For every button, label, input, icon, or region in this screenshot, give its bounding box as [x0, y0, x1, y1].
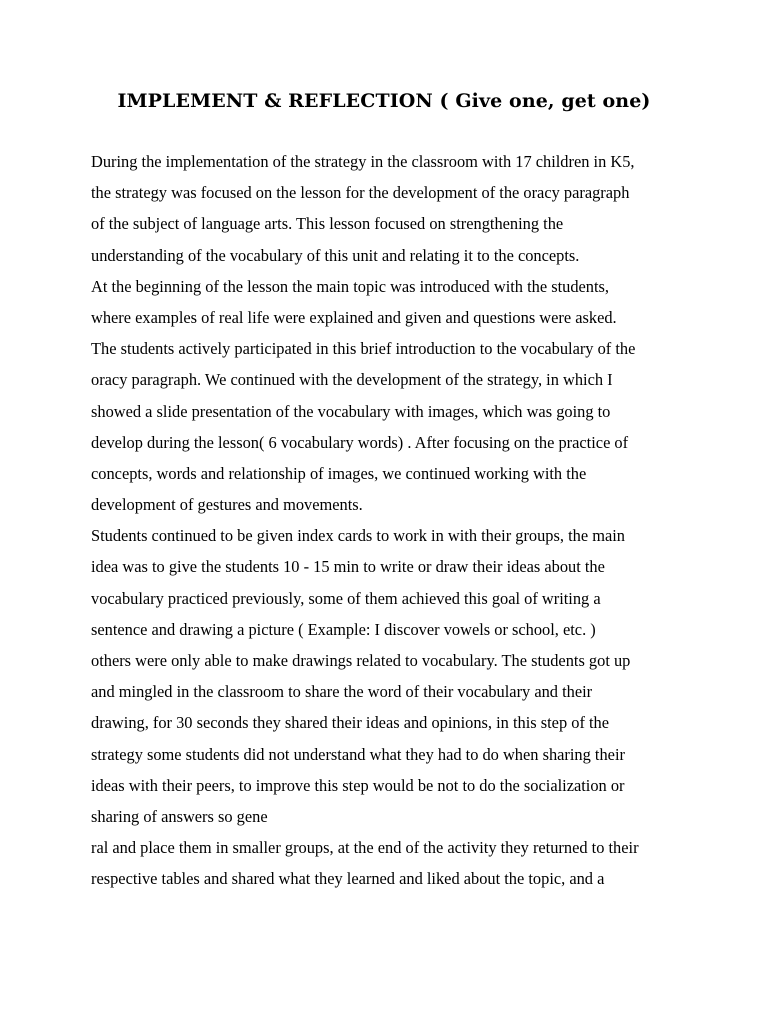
- body-line: sharing of answers so gene: [91, 806, 268, 826]
- body-line: At the beginning of the lesson the main topic was introduced with the students,: [91, 276, 610, 296]
- body-line: the strategy was focused on the lesson for the development of the oracy paragraph: [91, 183, 630, 203]
- body-line: showed a slide presentation of the vocabulary with images, which was going to: [91, 401, 611, 421]
- body-line: understanding of the vocabulary of this unit and relating it to the concepts.: [91, 245, 580, 265]
- document-title: IMPLEMENT & REFLECTION ( Give one, get one): [117, 90, 651, 112]
- body-line: where examples of real life were explained and given and questions were asked.: [91, 307, 617, 327]
- body-line: strategy some students did not understand what they had to do when sharing their: [91, 744, 625, 764]
- body-line: vocabulary practiced previously, some of them achieved this goal of writing a: [91, 588, 601, 608]
- body-line: The students actively participated in this brief introduction to the vocabulary of the: [91, 339, 636, 359]
- body-line: idea was to give the students 10 - 15 min to write or draw their ideas about the: [91, 557, 605, 577]
- body-line: develop during the lesson( 6 vocabulary words) . After focusing on the practice of: [91, 432, 629, 452]
- body-line: oracy paragraph. We continued with the development of the strategy, in which I: [91, 370, 613, 390]
- document-body: [91, 146, 711, 895]
- body-line: drawing, for 30 seconds they shared their ideas and opinions, in this step of the: [91, 713, 610, 733]
- body-line: concepts, words and relationship of images, we continued working with the: [91, 463, 587, 483]
- body-line: ral and place them in smaller groups, at the end of the activity they returned to their: [91, 838, 639, 858]
- body-line: Students continued to be given index cards to work in with their groups, the main: [91, 526, 625, 546]
- body-line: others were only able to make drawings related to vocabulary. The students got up: [91, 651, 631, 670]
- body-line: During the implementation of the strategy in the classroom with 17 children in K5,: [91, 152, 635, 171]
- body-line: and mingled in the classroom to share the word of their vocabulary and their: [91, 682, 593, 702]
- body-line: of the subject of language arts. This lesson focused on strengthening the: [91, 214, 564, 234]
- body-line: respective tables and shared what they learned and liked about the topic, and a: [91, 869, 605, 889]
- body-line: ideas with their peers, to improve this step would be not to do the socialization or: [91, 775, 625, 795]
- body-line: sentence and drawing a picture ( Example: I discover vowels or school, etc. ): [91, 619, 596, 639]
- body-line: development of gestures and movements.: [91, 495, 363, 515]
